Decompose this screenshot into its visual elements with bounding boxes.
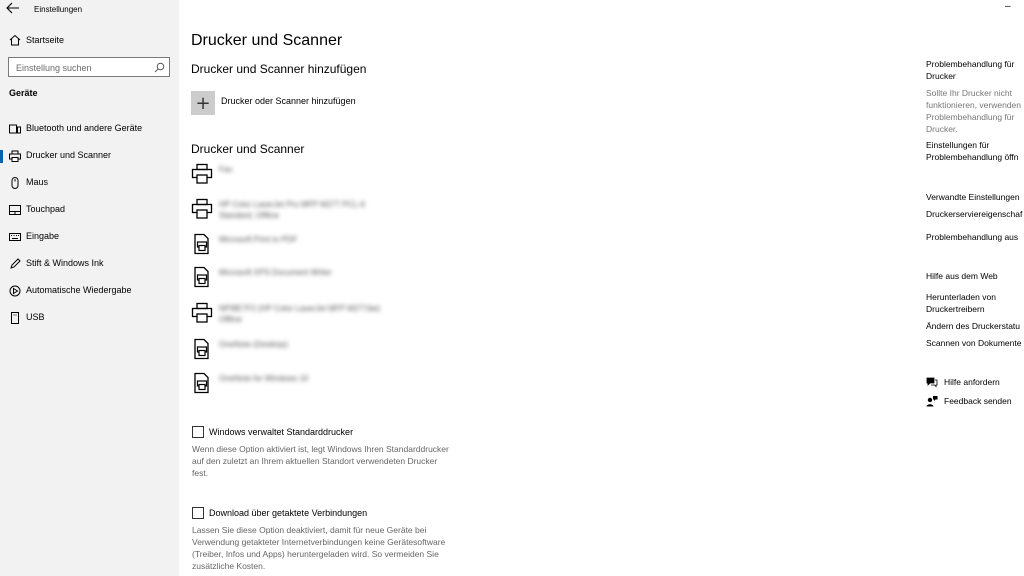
printer-icon (191, 198, 213, 220)
printer-item[interactable] (191, 266, 491, 296)
change-printer-status-link[interactable]: Ändern des Druckerstatu (926, 321, 1021, 331)
usb-icon (9, 312, 21, 324)
window-title: Einstellungen (34, 5, 83, 14)
troubleshoot-text: Drucker. (926, 124, 958, 134)
printer-name: OneNote (Desktop) (219, 340, 288, 349)
printer-name: Microsoft XPS Document Writer (219, 268, 332, 277)
plus-icon: + (195, 93, 211, 114)
sidebar-item-label: Automatische Wiedergabe (26, 285, 132, 295)
send-feedback-label: Feedback senden (944, 396, 1012, 406)
sidebar-item-label: Drucker und Scanner (26, 150, 112, 160)
get-help-label: Hilfe anfordern (944, 377, 1000, 387)
search-icon[interactable] (154, 62, 165, 73)
scan-documents-link[interactable]: Scannen von Dokumente (926, 338, 1022, 348)
printer-icon (191, 163, 213, 185)
document-printer-icon (191, 233, 213, 255)
sidebar-item-bluetooth[interactable] (0, 117, 179, 144)
sidebar-nav (0, 117, 179, 333)
sidebar-item-pen[interactable] (0, 252, 179, 279)
sidebar-item-label: USB (26, 312, 45, 322)
printer-name: HP Color LaserJet Pro MFP M277 PCL-6 (219, 200, 365, 209)
troubleshoot-text: Problembehandlung für (926, 112, 1015, 122)
troubleshoot-text: Sollte Ihr Drucker nicht (926, 88, 1012, 98)
title-bar (0, 0, 179, 22)
page-title: Drucker und Scanner (191, 32, 343, 49)
print-server-properties-link[interactable]: Druckerserviereigenschaf (926, 209, 1023, 219)
minimize-button[interactable]: – (1005, 1, 1011, 12)
printer-icon (9, 150, 21, 162)
metered-description: Lassen Sie diese Option deaktiviert, damit für neue Geräte bei Verwendung getakteter Internetverbindungen keine Gerätesoftware (Treiber, Infos und Apps) heruntergeladen wird. So vermeiden Sie zusätzliche Kosten. (192, 525, 446, 571)
back-button[interactable] (6, 2, 24, 18)
home-icon (9, 34, 21, 46)
plus-tile (191, 91, 215, 115)
printers-section-title: Drucker und Scanner (191, 142, 305, 156)
metered-checkbox[interactable] (192, 507, 204, 519)
printer-name: Microsoft Print to PDF (219, 235, 298, 244)
document-printer-icon (191, 372, 213, 394)
printer-name: Fax (219, 165, 233, 174)
document-printer-icon (191, 266, 213, 288)
keyboard-icon (9, 231, 21, 243)
document-printer-icon (191, 338, 213, 360)
default-printer-description: Wenn diese Option aktiviert ist, legt Windows Ihren Standarddrucker auf den zuletzt an Ihrem aktuellen Standort verwendeten Drucker fest. (192, 444, 449, 478)
search-placeholder: Einstellung suchen (16, 63, 92, 73)
default-printer-checkbox[interactable] (192, 426, 204, 438)
back-arrow-icon (6, 2, 20, 14)
help-chat-icon (926, 376, 938, 388)
mouse-icon (9, 177, 21, 189)
troubleshoot-title: Problembehandlung für (926, 59, 1015, 69)
add-printer-label: Drucker oder Scanner hinzufügen (221, 96, 356, 106)
autoplay-icon (9, 285, 21, 297)
pen-icon (9, 258, 21, 270)
troubleshoot-settings-link-line2[interactable]: Problembehandlung öffn (926, 152, 1019, 162)
search-input[interactable] (8, 57, 170, 77)
sidebar-item-label: Maus (26, 177, 49, 187)
sidebar-item-autoplay[interactable] (0, 279, 179, 306)
sidebar-home-label: Startseite (26, 35, 65, 45)
printer-status: Standard, Offline (219, 211, 279, 220)
add-section-title: Drucker und Scanner hinzufügen (191, 62, 367, 76)
printer-status: Offline (219, 315, 242, 324)
add-printer-button[interactable] (191, 91, 491, 117)
sidebar (0, 0, 179, 576)
bluetooth-icon (9, 123, 21, 135)
metered-label: Download über getaktete Verbindungen (209, 508, 368, 518)
printer-item[interactable] (191, 198, 491, 228)
sidebar-item-printers[interactable] (0, 144, 179, 171)
sidebar-item-usb[interactable] (0, 306, 179, 333)
related-panel (926, 0, 1024, 576)
sidebar-item-touchpad[interactable] (0, 198, 179, 225)
printer-item[interactable] (191, 163, 491, 193)
sidebar-home[interactable] (0, 32, 179, 50)
run-troubleshooter-link[interactable]: Problembehandlung aus (926, 232, 1019, 242)
printer-name: NPI8E7F2 (HP Color LaserJet MFP M277dw) (219, 304, 381, 313)
feedback-icon (926, 395, 938, 407)
troubleshoot-text: funktionieren, verwenden (926, 100, 1021, 110)
sidebar-item-mouse[interactable] (0, 171, 179, 198)
sidebar-item-label: Stift & Windows Ink (26, 258, 104, 268)
web-help-title: Hilfe aus dem Web (926, 271, 998, 281)
default-printer-label: Windows verwaltet Standarddrucker (209, 427, 354, 437)
sidebar-section-title: Geräte (9, 88, 38, 98)
printer-item[interactable] (191, 338, 491, 368)
sidebar-item-label: Bluetooth und andere Geräte (26, 123, 143, 133)
troubleshoot-title-line2: Drucker (926, 71, 956, 81)
sidebar-item-label: Eingabe (26, 231, 60, 241)
printer-icon (191, 302, 213, 324)
selection-indicator (0, 150, 3, 163)
sidebar-item-input[interactable] (0, 225, 179, 252)
touchpad-icon (9, 204, 21, 216)
printer-item[interactable] (191, 372, 491, 402)
printer-item[interactable] (191, 233, 491, 263)
sidebar-item-label: Touchpad (26, 204, 66, 214)
download-drivers-link[interactable]: Herunterladen von (926, 292, 996, 302)
printer-item[interactable] (191, 302, 491, 332)
main-content (179, 0, 919, 576)
related-settings-title: Verwandte Einstellungen (926, 192, 1020, 202)
printer-name: OneNote for Windows 10 (219, 374, 309, 383)
download-drivers-link-line2[interactable]: Druckertreibern (926, 304, 985, 314)
troubleshoot-settings-link[interactable]: Einstellungen für (926, 140, 990, 150)
